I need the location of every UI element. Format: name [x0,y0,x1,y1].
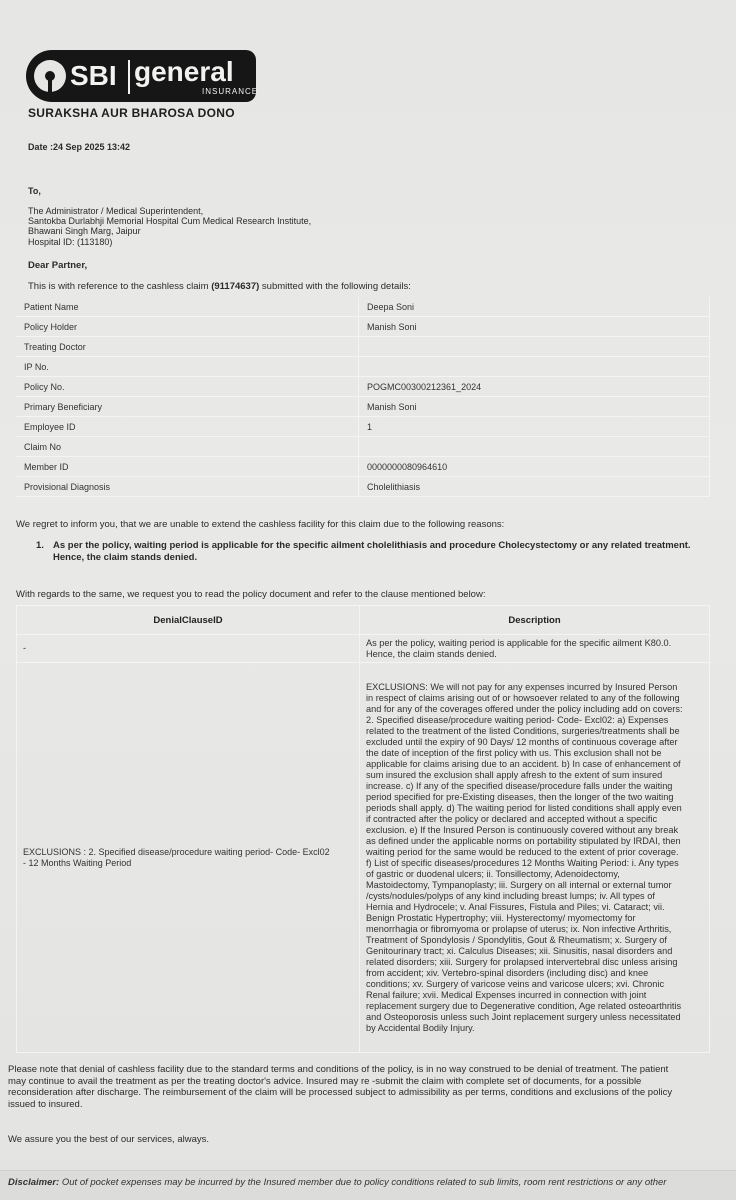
cashless-note [8,1064,718,1110]
detail-value [359,357,710,377]
desc-line: replacement surgery due to Degenerative condition, Age related osteoarthritis [366,1000,682,1011]
desc-line: by Accidental Bodily Injury. [366,1022,475,1033]
desc-line: EXCLUSIONS: We will not pay for any expenses incurred by Insured Person [366,681,678,692]
desc-line: in respect of claims arising out of or howsoever related to any of the following [366,692,680,703]
table-row [16,437,710,457]
desc-line: Genitourinary tract; xi. Calculus Diseases; xii. Sinusitis, nasal disorders and [366,945,673,956]
desc-line: related disorders; xiii. Surgery for prolapsed intervertebral disc unless arising [366,956,678,967]
desc-line: conditions; xv. Surgery of varicose veins and varicose ulcers; xvi. Chronic [366,978,665,989]
address-line-3: Bhawani Singh Marg, Jaipur [28,226,141,236]
detail-label: Provisional Diagnosis [16,477,359,497]
detail-value [359,437,710,457]
detail-value [359,337,710,357]
detail-label: Member ID [16,457,359,477]
reason-text [53,540,736,564]
regards-text: With regards to the same, we request you to read the policy document and refer to the clause mentioned below: [16,589,486,600]
desc-line: and Osteoporosis unless such Joint replacement surgery unless necessitated [366,1011,681,1022]
reference-suffix: submitted with the following details: [259,281,411,292]
sbi-keyhole-icon [34,60,66,92]
disclaimer-text [8,1177,666,1188]
desc-line: increase. c) If any of the specified disease/procedure falls under the waiting [366,780,673,791]
table-row [16,377,710,397]
desc-line: Mastoidectomy, Tympanoplasty; iii. Surgery on all internal or external tumor [366,879,672,890]
desc-line: As per the policy, waiting period is applicable for the specific ailment K80.0. [366,637,672,648]
desc-line: Treatment of Spondylosis / Spondylitis, Gout & Rheumatism; x. Surgery of [366,934,667,945]
table-row [16,297,710,317]
address-line-2: Santokba Durlabhji Memorial Hospital Cum Medical Research Institute, [28,216,312,226]
table-row [17,663,710,1053]
detail-label: Policy Holder [16,317,359,337]
desc-line: as defined under the applicable norms on portability stipulated by IRDAI, then [366,835,681,846]
column-header-description: Description [360,606,710,635]
note-line: issued to insured. [8,1098,83,1110]
desc-line: Benign Prostatic Hypertrophy; viii. Hysterectomy/ myomectomy for [366,912,636,923]
note-line: Please note that denial of cashless facility due to the standard terms and conditions of the policy, is in no way construed to be denial of treatment. The patient [8,1064,669,1075]
note-line: may continue to avail the treatment as per the treating doctor's advice. Insured may re -submit the claim with complete set of documents, for a possible [8,1075,642,1087]
desc-line: Hernia and Hydrocele; v. Anal Fissures, Fistula and Piles; vi. Cataract; vii. [366,901,665,912]
detail-label: Claim No [16,437,359,457]
claim-number: (91174637) [211,281,260,292]
table-row [16,417,710,437]
detail-label: Patient Name [16,297,359,317]
clause-description-cell [360,663,710,1053]
disclaimer-bar [0,1170,736,1200]
desc-line: period specified for pre-Existing diseases, then the longer of the two waiting [366,791,674,802]
claim-details-table [16,297,710,497]
to-line: To, [28,186,41,196]
desc-line: of gastric or duodenal ulcers; ii. Tonsillectomy, Adenoidectomy, [366,868,620,879]
regret-text: We regret to inform you, that we are unable to extend the cashless facility for this claim due to the following reasons: [16,519,505,530]
desc-line: from accident; xiv. Vertebro-spinal disorders (including disc) and knee [366,967,649,978]
detail-label: IP No. [16,357,359,377]
desc-line: 2. Specified disease/procedure waiting period- Code- Excl02: a) Expenses [366,714,669,725]
table-row [16,357,710,377]
table-row [16,337,710,357]
note-line: reconsideration after discharge. The reimbursement of the claim will be processed subject to admissibility as per terms, conditions and exclusions of the policy [8,1087,673,1098]
table-row [16,457,710,477]
table-row [16,397,710,417]
detail-label: Policy No. [16,377,359,397]
desc-line: if contracted after the policy or declared and accepted without a specific [366,813,658,824]
desc-line: Renal failure; xvii. Medical Expenses incurred in connection with joint [366,989,647,1000]
logo-insurance-text: INSURANCE [202,87,259,96]
desc-line: Hence, the claim stands denied. [366,648,497,659]
disclaimer-label: Disclaimer: [8,1177,60,1188]
desc-line: periods shall apply. d) The waiting period for listed conditions shall apply even [366,802,682,813]
detail-value: Manish Soni [359,317,710,337]
clause-id-line: - 12 Months Waiting Period [23,857,132,868]
reason-line-1: As per the policy, waiting period is applicable for the specific ailment cholelithiasis and procedure Cholecystectomy or any related treatment. [53,540,691,551]
desc-line: and for any of the coverages offered under the policy including add on covers: [366,703,683,714]
desc-line: waiting period for the same would be reduced to the extent of prior coverage. [366,846,679,857]
table-row [16,317,710,337]
desc-line: applicable for claims arising due to an accident. b) In case of enhancement of [366,758,681,769]
address-line-1: The Administrator / Medical Superintendent, [28,206,204,216]
assurance-text: We assure you the best of our services, always. [8,1134,209,1145]
detail-value: POGMC00300212361_2024 [359,377,710,397]
salutation: Dear Partner, [28,260,88,271]
detail-value: 1 [359,417,710,437]
reference-line [28,281,411,292]
table-row [16,477,710,497]
desc-line: f) List of specific diseases/procedures 12 Months Waiting Period: i. Any types [366,857,679,868]
letter-date: Date :24 Sep 2025 13:42 [28,142,131,152]
desc-line: /cysts/nodules/polyps of any kind including breast lumps; iv. All types of [366,890,655,901]
desc-line: sum insured the exclusion shall apply afresh to the extent of sum insured [366,769,663,780]
clause-id-cell [17,663,360,1053]
column-header-clause-id: DenialClauseID [17,606,360,635]
reason-number: 1. [36,540,44,551]
clause-id-cell: - [17,635,360,663]
desc-line: menorrhagia or fibromyoma or prolapse of uterus; ix. Non infective Arthritis, [366,923,672,934]
desc-line: exclusion. e) If the Insured Person is continuously covered without any break [366,824,679,835]
detail-value: Cholelithiasis [359,477,710,497]
disclaimer-body: Out of pocket expenses may be incurred by the Insured member due to policy conditions related to sub limits, room rent restrictions or any other [59,1177,667,1188]
detail-value: Manish Soni [359,397,710,417]
reason-line-2: Hence, the claim stands denied. [53,552,198,563]
logo-general-text: general [134,56,234,87]
clause-description-cell [360,635,710,663]
denial-clause-table [16,605,710,1053]
detail-value: 0000000080964610 [359,457,710,477]
detail-value: Deepa Soni [359,297,710,317]
detail-label: Primary Beneficiary [16,397,359,417]
desc-line: the date of inception of the first policy with us. This exclusion shall not be [366,747,662,758]
address-line-4: Hospital ID: (113180) [28,237,113,247]
detail-label: Treating Doctor [16,337,359,357]
detail-label: Employee ID [16,417,359,437]
table-header-row [17,606,710,635]
table-row [17,635,710,663]
clause-id-line: EXCLUSIONS : 2. Specified disease/procedure waiting period- Code- Excl02 [23,846,330,857]
desc-line: excluded until the expiry of 90 Days/ 12 months of continuous coverage after [366,736,678,747]
brand-tagline: SURAKSHA AUR BHAROSA DONO [28,106,235,120]
reference-prefix: This is with reference to the cashless claim [28,281,212,292]
sbi-general-logo [26,50,259,102]
desc-line: related to the treatment of the listed Conditions, surgeries/treatments shall be [366,725,680,736]
logo-divider [128,60,130,94]
logo-sbi-text: SBI [70,60,117,91]
